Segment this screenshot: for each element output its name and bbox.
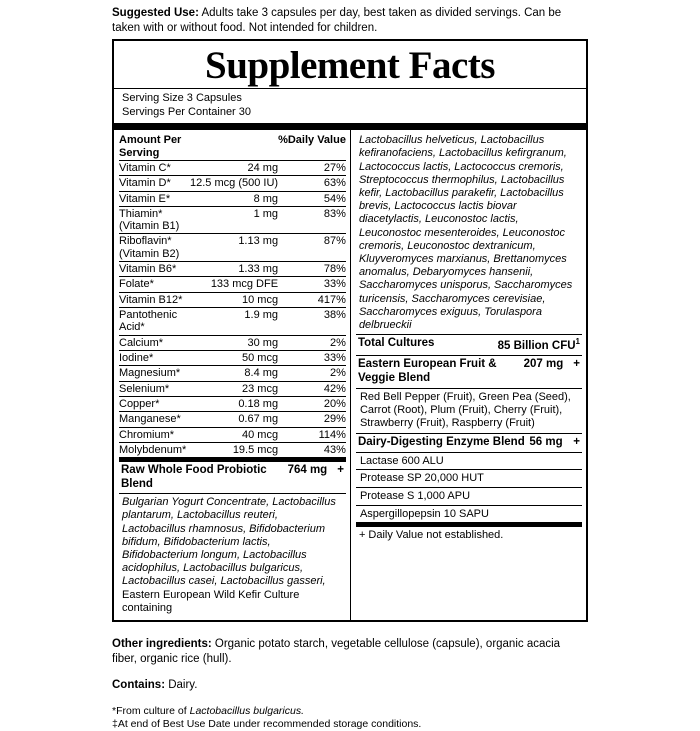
probiotic-ingredients-roman: Eastern European Wild Kefir Culture containing (122, 588, 300, 614)
suggested-use-label: Suggested Use: (112, 7, 199, 19)
probiotic-blend-header (119, 462, 346, 494)
nutrient-amount: 30 mg (190, 335, 278, 350)
enzyme-item: Protease S 1,000 APU (356, 488, 582, 506)
probiotic-ingredients-italic: Bulgarian Yogurt Concentrate, Lactobacillus plantarum, Lactobacillus reuteri, Lactobacillus rhamnosus, Bifidobacterium bifidum, Bifidobacterium lactis, Bifidobacterium longum, Lactobacillus acidophilus, Lactobacillus bulgaricus, Lactobacillus casei, Lactobacillus gasseri, (122, 496, 336, 588)
table-header-row (119, 133, 346, 160)
probiotic-blend-dv: + (337, 464, 344, 477)
nutrient-name: Calcium* (119, 335, 190, 350)
footnote-star-species: Lactobacillus bulgaricus. (189, 704, 305, 717)
enzyme-blend-header (356, 434, 582, 453)
nutrient-dv: 114% (278, 427, 346, 442)
nutrient-amount: 10 mcg (190, 292, 278, 307)
other-ingredients-body: Organic potato starch, vegetable cellulose (capsule), organic acacia fiber, organic rice (hull). (112, 638, 561, 666)
servings-per-container: Servings Per Container 30 (122, 105, 252, 118)
table-row (119, 176, 346, 191)
nutrient-amount: 23 mcg (190, 381, 278, 396)
table-row (119, 442, 346, 457)
nutrient-amount: 50 mcg (190, 350, 278, 365)
nutrient-amount: 1.33 mg (190, 262, 278, 277)
nutrient-dv: 33% (278, 277, 346, 292)
nutrient-dv: 63% (278, 176, 346, 191)
nutrient-amount: 1.13 mg (190, 234, 278, 262)
table-row (119, 206, 346, 234)
nutrient-name: Selenium* (119, 381, 190, 396)
probiotic-blend-amount: 764 mg (287, 464, 328, 477)
contains-text (112, 678, 588, 693)
serving-size: Serving Size 3 Capsules (122, 92, 242, 105)
supplement-facts-panel (112, 39, 588, 622)
nutrient-dv: 2% (278, 366, 346, 381)
nutrient-dv: 42% (278, 381, 346, 396)
table-row (119, 160, 346, 175)
nutrient-name: Riboflavin* (Vitamin B2) (119, 234, 190, 262)
total-cultures-value: 85 Billion CFU (497, 339, 576, 352)
nutrient-name: Vitamin E* (119, 191, 190, 206)
nutrient-amount: 0.67 mg (190, 412, 278, 427)
panel-title: Supplement Facts (114, 41, 586, 89)
nutrient-dv: 27% (278, 160, 346, 175)
enzyme-item: Lactase 600 ALU (356, 453, 582, 471)
table-row (119, 396, 346, 411)
nutrient-name: Vitamin B12* (119, 292, 190, 307)
total-cultures-footnote-marker: 1 (575, 337, 580, 347)
nutrient-amount: 1.9 mg (190, 308, 278, 336)
daily-value-footnote: + Daily Value not established. (356, 522, 582, 543)
table-row (119, 381, 346, 396)
nutrient-amount: 24 mg (190, 160, 278, 175)
veggie-blend-amount: 207 mg (523, 358, 564, 371)
veggie-blend-dv: + (573, 358, 580, 371)
nutrient-amount: 0.18 mg (190, 396, 278, 411)
panel-left-column (114, 130, 351, 620)
table-row (119, 292, 346, 307)
enzyme-item: Aspergillopepsin 10 SAPU (359, 507, 489, 520)
veggie-blend-name: Eastern European Fruit & Veggie Blend (357, 358, 497, 385)
table-row (119, 335, 346, 350)
panel-right-column (351, 130, 586, 620)
nutrient-amount: 133 mcg DFE (190, 277, 278, 292)
header-spacer (190, 133, 278, 160)
nutrient-amount: 12.5 mcg (500 IU) (190, 177, 279, 190)
nutrient-amount: 8.4 mg (190, 366, 278, 381)
total-cultures-label: Total Cultures (357, 337, 435, 350)
footnote-star (112, 705, 588, 718)
footnote-star-prefix: *From culture of (112, 704, 190, 717)
other-ingredients-text (112, 633, 588, 666)
nutrient-dv: 87% (278, 234, 346, 262)
total-cultures-amount (498, 337, 580, 353)
probiotic-blend-ingredients (119, 494, 346, 617)
nutrient-dv: 78% (278, 262, 346, 277)
nutrient-amount: 8 mg (190, 191, 278, 206)
contains-body: Dairy. (165, 679, 198, 692)
table-row (119, 350, 346, 365)
enzyme-blend-amount: 56 mg (529, 436, 563, 449)
contains-label: Contains: (112, 679, 166, 692)
nutrient-name: Vitamin B6* (119, 262, 190, 277)
nutrient-dv: 2% (278, 335, 346, 350)
nutrient-name: Manganese* (119, 412, 190, 427)
table-row (119, 234, 346, 262)
kefir-culture-list: Lactobacillus helveticus, Lactobacillus kefiranofaciens, Lactobacillus kefirgranum, Lactococcus lactis, Lactococcus cremoris, Streptococcus thermophilus, Lactobacillus kefir, Lactobacillus parakefir, Lactobacillus brevis, Lactococcus lactis biovar diacetylactis, Leuconostoc lactis, Leuconostoc mesenteroides, Leuconostoc cremoris, Leuconostoc dextranicum, Kluyveromyces marxianus, Brettanomyces anomalus, Debaryomyces hansenii, Saccharomyces unisporus, Saccharomyces turicensis, Saccharomyces cerevisiae, Saccharomyces exiguus, Torulaspora delbrueckii (358, 134, 573, 331)
nutrient-name: Iodine* (119, 350, 190, 365)
nutrient-name: Vitamin D* (119, 176, 190, 191)
enzyme-item: Protease SP 20,000 HUT (356, 470, 582, 488)
nutrient-name: Thiamin* (Vitamin B1) (119, 206, 190, 234)
nutrient-name: Copper* (119, 396, 190, 411)
nutrient-table (119, 133, 346, 457)
table-row (119, 366, 346, 381)
nutrient-dv: 20% (278, 396, 346, 411)
veggie-blend-ingredients: Red Bell Pepper (Fruit), Green Pea (Seed), Carrot (Root), Plum (Fruit), Cherry (Fruit), Strawberry (Fruit), Raspberry (Fruit) (356, 389, 582, 435)
nutrient-amount: 19.5 mcg (232, 443, 279, 456)
table-row (119, 427, 346, 442)
nutrient-dv: 29% (278, 412, 346, 427)
table-row (119, 262, 346, 277)
header-daily-value: %Daily Value (278, 133, 346, 160)
suggested-use-body: Adults take 3 capsules per day, best taken as divided servings. Can be taken with or without food. Not intended for children. (112, 7, 562, 34)
enzyme-blend-dv: + (573, 436, 580, 449)
enzyme-blend-name: Dairy-Digesting Enzyme Blend (357, 436, 525, 449)
nutrient-name: Vitamin C* (119, 160, 190, 175)
panel-columns (114, 130, 586, 620)
veggie-blend-header (356, 356, 582, 388)
table-row (119, 308, 346, 336)
nutrient-dv: 33% (278, 350, 346, 365)
nutrient-name: Pantothenic Acid* (119, 308, 190, 336)
nutrient-name: Chromium* (119, 427, 190, 442)
nutrient-dv: 83% (278, 206, 346, 234)
nutrient-amount: 1 mg (190, 206, 278, 234)
nutrient-amount: 40 mcg (190, 427, 278, 442)
nutrient-dv: 38% (278, 308, 346, 336)
nutrient-dv: 417% (278, 292, 346, 307)
table-row (119, 277, 346, 292)
footnote-dagger: ‡At end of Best Use Date under recommended storage conditions. (112, 717, 422, 730)
table-row (119, 191, 346, 206)
nutrient-name: Magnesium* (119, 366, 190, 381)
other-ingredients-label: Other ingredients: (112, 638, 212, 651)
table-row (119, 412, 346, 427)
total-cultures-row (356, 334, 582, 356)
serving-info (114, 89, 586, 130)
suggested-use-text (112, 6, 588, 35)
header-amount-per-serving: Amount Per Serving (119, 133, 190, 160)
nutrient-dv: 43% (323, 443, 346, 456)
probiotic-blend-name: Raw Whole Food Probiotic Blend (121, 464, 267, 490)
nutrient-dv: 54% (278, 191, 346, 206)
nutrient-name: Molybdenum* (119, 443, 187, 456)
nutrient-name: Folate* (119, 277, 190, 292)
